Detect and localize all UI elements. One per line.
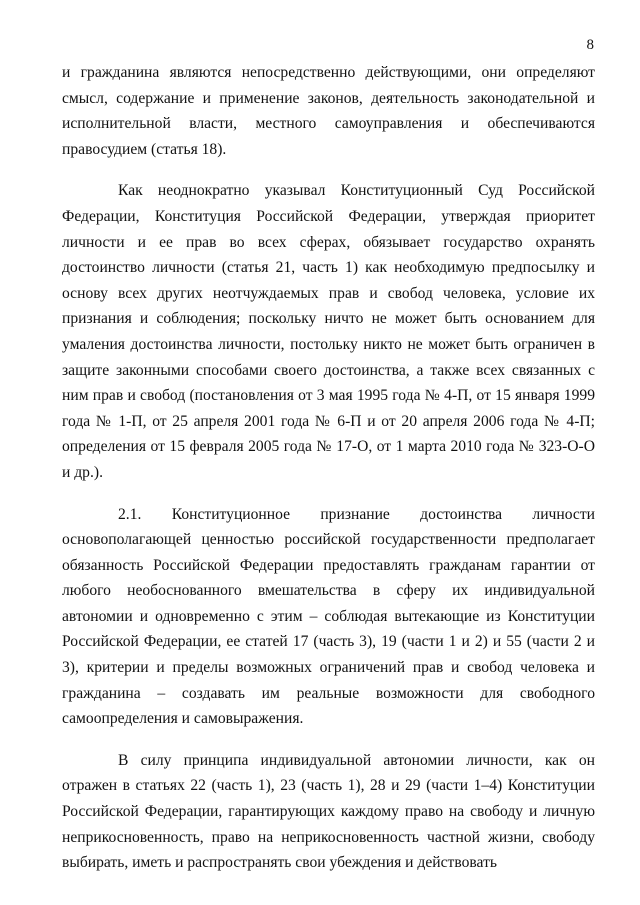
document-body <box>62 60 595 892</box>
paragraph-1: и гражданина являются непосредственно действующими, они определяют смысл, содержание и применение законов, деятельность законодательной и исполнительной власти, местного самоуправления и обеспечиваются правосудием (статья 18). <box>62 64 595 158</box>
page-number: 8 <box>586 37 594 53</box>
paragraph-4: В силу принципа индивидуальной автономии личности, как он отражен в статьях 22 (часть 1), 23 (часть 1), 28 и 29 (части 1–4) Конституции Российской Федерации, гарантирующих каждому право на свободу и личную неприкосновенность, право на неприкосновенность частной жизни, свободу выбирать, иметь и распространять свои убеждения и действовать <box>62 751 595 872</box>
paragraph-2: Как неоднократно указывал Конституционный Суд Российской Федерации, Конституция Российской Федерации, утверждая приоритет личности и ее прав во всех сферах, обязывает государство охранять достоинство личности (статья 21, часть 1) как необходимую предпосылку и основу всех других неотчуждаемых прав и свобод человека, условие их признания и соблюдения; поскольку ничто не может быть основанием для умаления достоинства личности, постольку никто не может быть ограничен в защите законными способами своего достоинства, а также всех связанных с ним прав и свобод (постановления от 3 мая 1995 года № 4-П, от 15 января 1999 года № 1-П, от 25 апреля 2001 года № 6-П и от 20 апреля 2006 года № 4-П; определения от 15 февраля 2005 года № 17-О, от 1 марта 2010 года № 323-О-О и др.). <box>62 182 595 481</box>
paragraph-3: 2.1. Конституционное признание достоинства личности основополагающей ценностью российской государственности предполагает обязанность Российской Федерации предоставлять гражданам гарантии от любого необоснованного вмешательства в сферу их индивидуальной автономии и одновременно с этим – соблюдая вытекающие из Конституции Российской Федерации, ее статей 17 (часть 3), 19 (части 1 и 2) и 55 (части 2 и 3), критерии и пределы возможных ограничений прав и свобод человека и гражданина – создавать им реальные возможности для свободного самоопределения и самовыражения. <box>62 505 595 728</box>
